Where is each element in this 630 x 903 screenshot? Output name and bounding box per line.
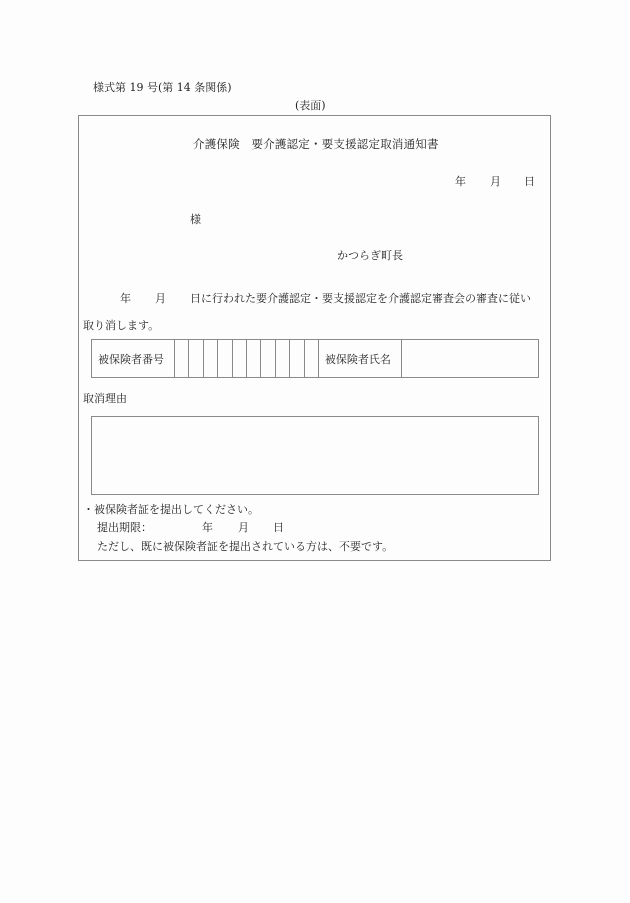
deadline-day-label: 日 <box>273 521 284 534</box>
issue-date-year-label: 年 <box>455 175 466 188</box>
insured-number-digit-5[interactable] <box>232 340 246 378</box>
issue-date-month-label: 月 <box>490 175 501 188</box>
cancellation-reason-label: 取消理由 <box>83 392 127 405</box>
deadline-year-label: 年 <box>202 521 213 534</box>
document-title: 介護保険 要介護認定・要支援認定取消通知書 <box>193 137 439 151</box>
insured-number-digit-9[interactable] <box>290 340 304 378</box>
insured-name-field[interactable] <box>401 340 538 378</box>
body-text-line-1: 日に行われた要介護認定・要支援認定を介護認定審査会の審査に従い <box>190 292 531 305</box>
form-number-label: 様式第 19 号(第 14 条関係) <box>93 81 232 94</box>
body-year-label: 年 <box>120 292 131 305</box>
already-submitted-notice: ただし、既に被保険者証を提出されている方は、不要です。 <box>97 540 394 553</box>
insured-name-label: 被保険者氏名 <box>318 340 401 378</box>
addressee-honorific: 様 <box>190 213 201 226</box>
insured-number-label: 被保険者番号 <box>92 340 175 378</box>
insured-number-digit-3[interactable] <box>203 340 217 378</box>
body-text-line-2: 取り消します。 <box>83 319 160 332</box>
insured-number-digit-7[interactable] <box>261 340 275 378</box>
insured-number-digit-10[interactable] <box>304 340 318 378</box>
deadline-label: 提出期限： <box>97 521 152 534</box>
submit-card-notice: ・被保険者証を提出してください。 <box>83 503 259 516</box>
insured-number-digit-1[interactable] <box>175 340 189 378</box>
table-row <box>92 340 539 378</box>
body-month-label: 月 <box>155 292 166 305</box>
insured-number-digit-6[interactable] <box>246 340 260 378</box>
insured-info-table <box>91 339 539 378</box>
issuer-name: かつらぎ町長 <box>337 249 403 262</box>
side-label: (表面) <box>295 99 326 112</box>
insured-number-digit-2[interactable] <box>189 340 203 378</box>
insured-number-digit-8[interactable] <box>275 340 289 378</box>
deadline-month-label: 月 <box>238 521 249 534</box>
insured-number-digit-4[interactable] <box>218 340 232 378</box>
cancellation-reason-field[interactable] <box>91 416 539 495</box>
issue-date-day-label: 日 <box>524 175 535 188</box>
